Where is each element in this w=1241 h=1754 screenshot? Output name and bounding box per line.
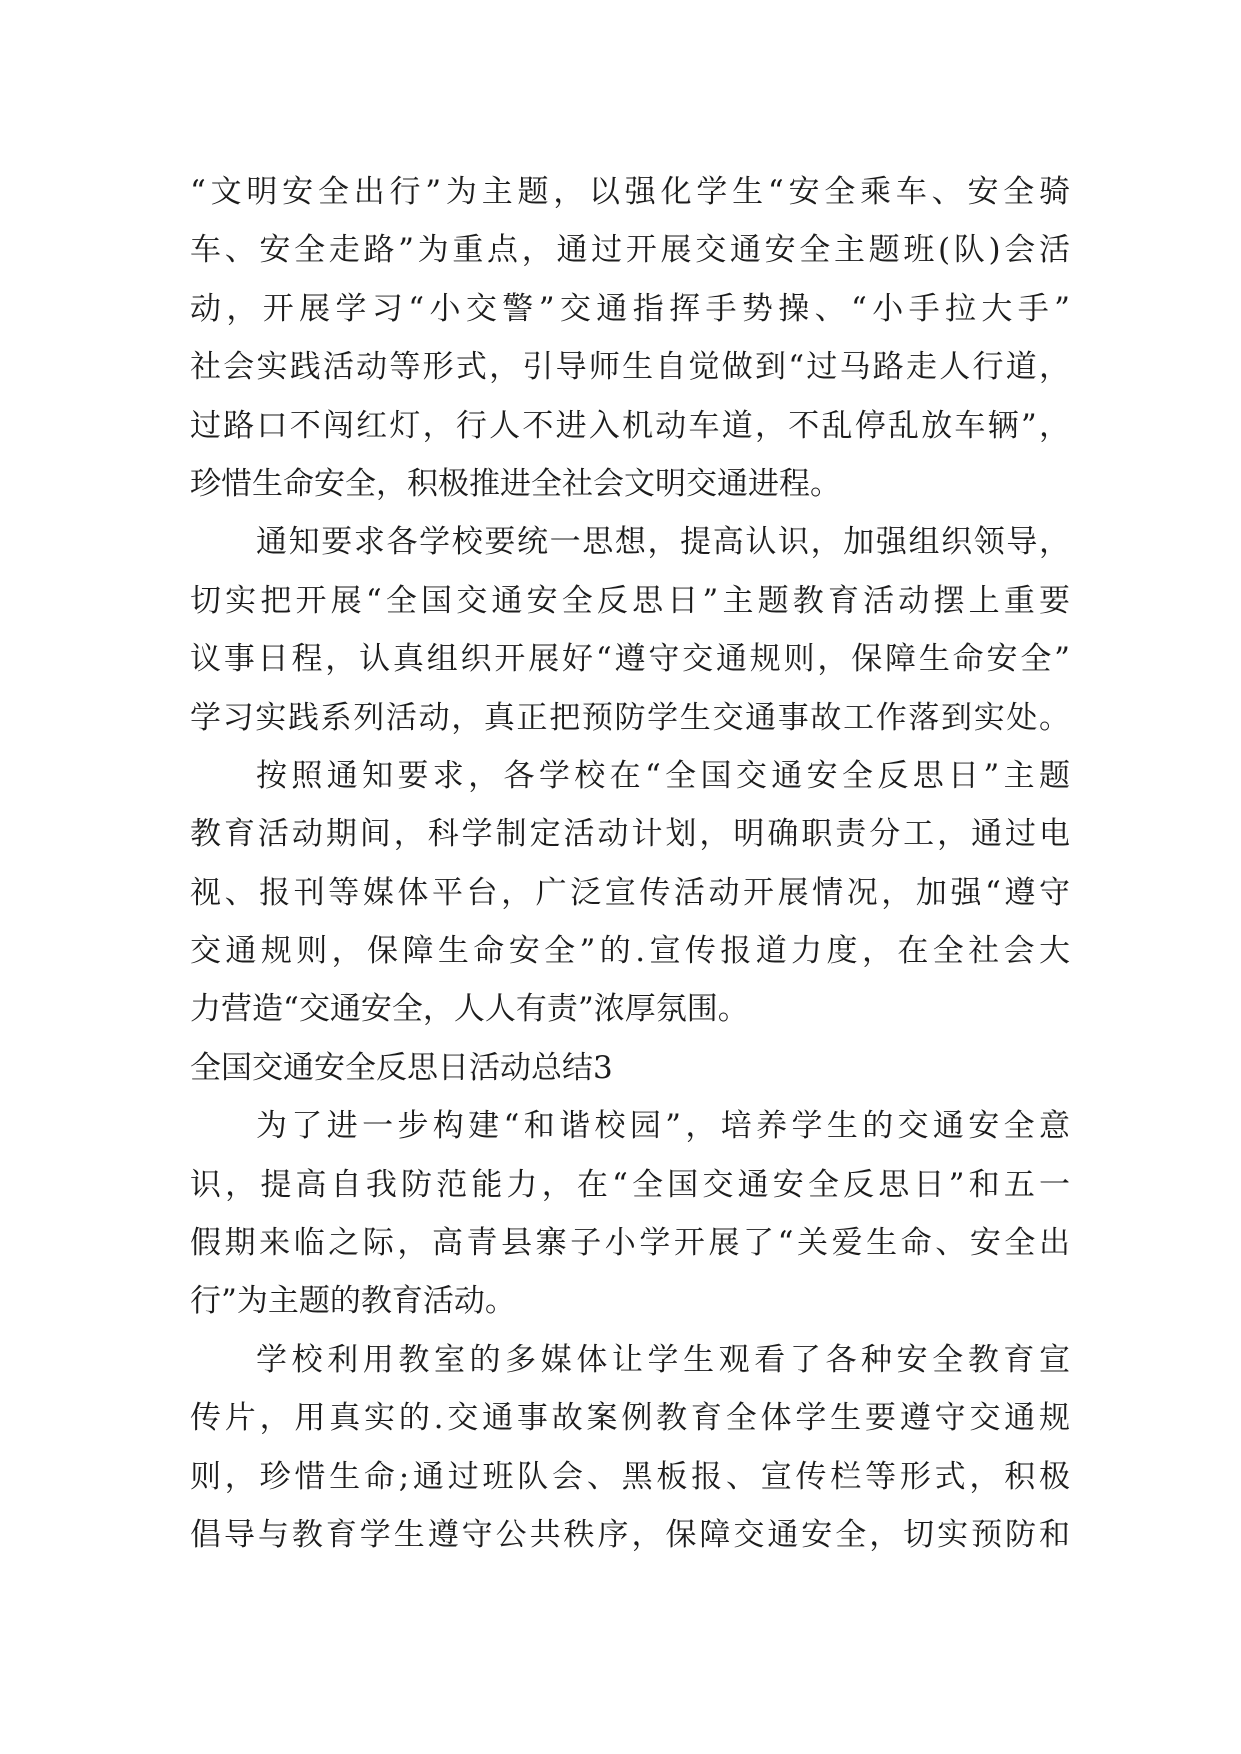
- paragraph-line: 学习实践系列活动，真正把预防学生交通事故工作落到实处。: [190, 699, 1070, 736]
- paragraph-line: 过路口不闯红灯，行人不进入机动车道，不乱停乱放车辆”，: [190, 407, 1070, 444]
- section-heading: 全国交通安全反思日活动总结3: [190, 1049, 613, 1086]
- paragraph-line: 通知要求各学校要统一思想，提高认识，加强组织领导，: [256, 524, 1070, 561]
- paragraph-line: 识，提高自我防范能力，在“全国交通安全反思日”和五一: [190, 1166, 1070, 1203]
- paragraph-line: 珍惜生命安全，积极推进全社会文明交通进程。: [190, 465, 841, 502]
- paragraph-line: 学校利用教室的多媒体让学生观看了各种安全教育宣: [256, 1341, 1070, 1378]
- paragraph-line: 力营造“交通安全，人人有责”浓厚氛围。: [190, 991, 749, 1028]
- paragraph: [190, 747, 1070, 1039]
- paragraph-line: 动，开展学习“小交警”交通指挥手势操、“小手拉大手”: [190, 290, 1070, 327]
- paragraph-line: 则，珍惜生命;通过班队会、黑板报、宣传栏等形式，积极: [190, 1458, 1070, 1495]
- paragraph-line: 车、安全走路”为重点，通过开展交通安全主题班(队)会活: [190, 232, 1070, 269]
- paragraph-line: 社会实践活动等形式，引导师生自觉做到“过马路走人行道，: [190, 349, 1070, 386]
- paragraph-line: 视、报刊等媒体平台，广泛宣传活动开展情况，加强“遵守: [190, 874, 1070, 911]
- document-page: [190, 163, 1070, 1564]
- paragraph-line: 传片，用真实的.交通事故案例教育全体学生要遵守交通规: [190, 1400, 1070, 1437]
- paragraph-line: “文明安全出行”为主题，以强化学生“安全乘车、安全骑: [190, 174, 1070, 210]
- paragraph: [190, 513, 1070, 747]
- paragraph: [190, 1097, 1070, 1331]
- paragraph-line: 行”为主题的教育活动。: [190, 1283, 516, 1320]
- paragraph-line: 为了进一步构建“和谐校园”，培养学生的交通安全意: [256, 1108, 1070, 1145]
- paragraph-line: 倡导与教育学生遵守公共秩序，保障交通安全，切实预防和: [190, 1516, 1070, 1553]
- paragraph-line: 交通规则，保障生命安全”的.宣传报道力度，在全社会大: [190, 933, 1070, 970]
- paragraph: [190, 1331, 1070, 1565]
- paragraph-line: 按照通知要求，各学校在“全国交通安全反思日”主题: [256, 757, 1070, 794]
- paragraph-line: 假期来临之际，高青县寨子小学开展了“关爱生命、安全出: [190, 1225, 1070, 1262]
- paragraph: [190, 163, 1070, 513]
- paragraph-line: 切实把开展“全国交通安全反思日”主题教育活动摆上重要: [190, 582, 1070, 619]
- paragraph-line: 议事日程，认真组织开展好“遵守交通规则，保障生命安全”: [190, 641, 1070, 678]
- paragraph-line: 教育活动期间，科学制定活动计划，明确职责分工，通过电: [190, 816, 1070, 853]
